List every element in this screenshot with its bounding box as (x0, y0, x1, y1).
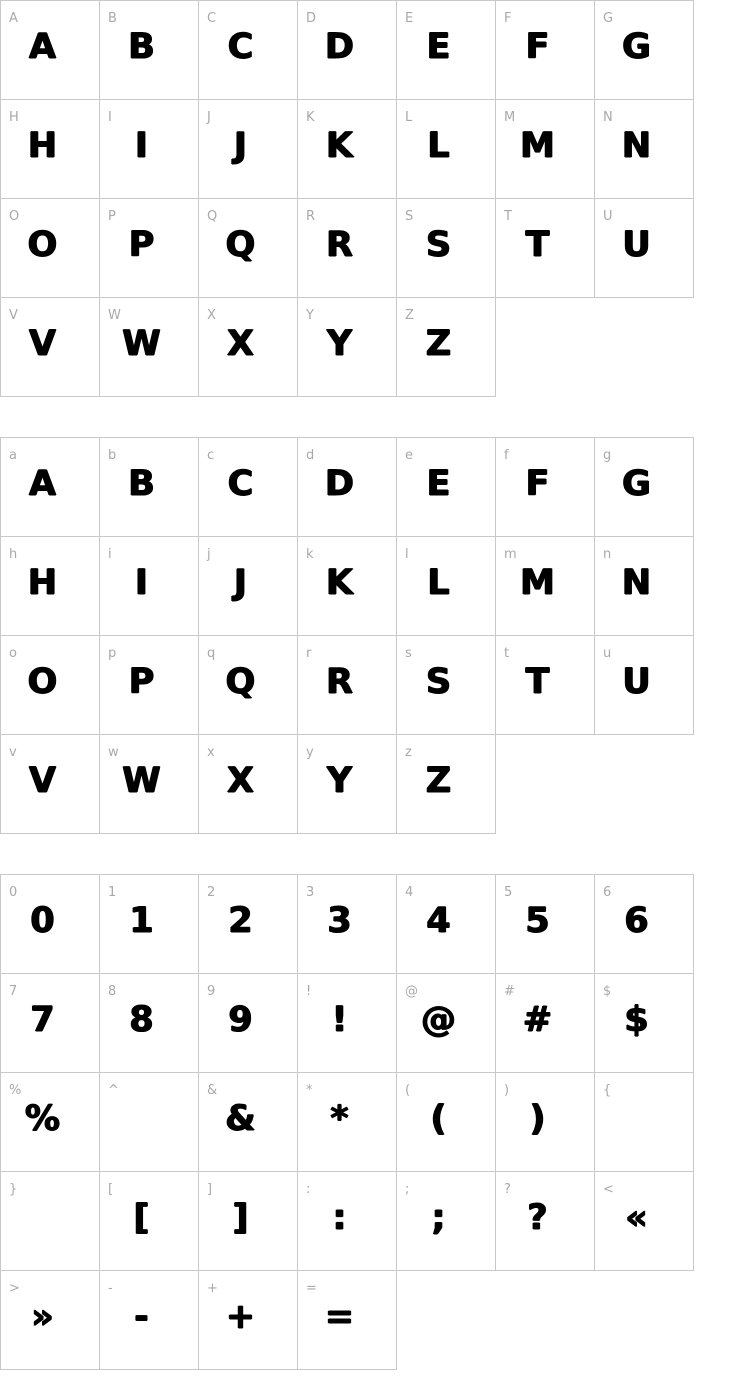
charmap-row (0, 297, 740, 397)
glyph-preview: U (622, 662, 651, 702)
glyph-label: } (9, 1182, 18, 1197)
glyph-cell (297, 874, 397, 974)
glyph-preview: % (24, 1099, 61, 1139)
glyph-cell (594, 1072, 694, 1172)
glyph-label: 6 (603, 885, 612, 900)
glyph-preview: U (622, 225, 651, 265)
glyph-label: I (108, 110, 112, 125)
glyph-label: ? (504, 1182, 511, 1197)
glyph-label: U (603, 209, 613, 224)
glyph-cell (594, 0, 694, 100)
glyph-preview: P (128, 662, 155, 702)
glyph-preview: 5 (525, 901, 550, 941)
glyph-preview: W (122, 761, 161, 801)
glyph-preview: K (325, 126, 354, 166)
charmap-row (0, 874, 740, 974)
glyph-label: m (504, 547, 517, 562)
glyph-preview: 2 (228, 901, 253, 941)
glyph-cell (198, 1171, 298, 1271)
glyph-preview: : (332, 1198, 347, 1238)
glyph-preview: D (324, 27, 355, 67)
glyph-label: k (306, 547, 314, 562)
glyph-preview: ) (529, 1099, 546, 1139)
glyph-cell (495, 536, 595, 636)
glyph-preview: B (128, 27, 155, 67)
glyph-label: c (207, 448, 215, 463)
glyph-cell (594, 437, 694, 537)
glyph-preview: O (27, 662, 58, 702)
glyph-cell (198, 734, 298, 834)
glyph-preview: V (28, 761, 57, 801)
glyph-cell (396, 874, 496, 974)
glyph-label: t (504, 646, 510, 661)
charmap-section-lowercase (0, 437, 740, 834)
glyph-label: T (504, 209, 512, 224)
glyph-preview: @ (421, 1000, 456, 1040)
glyph-cell (99, 437, 199, 537)
glyph-preview: C (227, 27, 254, 67)
glyph-preview: * (330, 1099, 349, 1139)
glyph-cell (198, 297, 298, 397)
glyph-preview: 6 (624, 901, 649, 941)
glyph-cell (99, 973, 199, 1073)
glyph-preview: » (31, 1297, 54, 1337)
glyph-cell (297, 973, 397, 1073)
glyph-cell (0, 0, 100, 100)
glyph-preview: $ (624, 1000, 649, 1040)
charmap-row (0, 1270, 740, 1370)
glyph-cell (0, 297, 100, 397)
glyph-preview: L (427, 126, 450, 166)
glyph-label: ] (207, 1182, 213, 1197)
glyph-cell (0, 1072, 100, 1172)
charmap-row (0, 99, 740, 199)
glyph-label: u (603, 646, 612, 661)
glyph-cell (198, 536, 298, 636)
glyph-preview: ( (430, 1099, 447, 1139)
glyph-preview: W (122, 324, 161, 364)
glyph-label: x (207, 745, 215, 760)
glyph-cell (0, 437, 100, 537)
glyph-label: 7 (9, 984, 18, 999)
glyph-cell (396, 536, 496, 636)
glyph-cell (198, 0, 298, 100)
glyph-label: X (207, 308, 216, 323)
glyph-label: L (405, 110, 413, 125)
glyph-preview: Z (425, 324, 452, 364)
glyph-label: % (9, 1083, 22, 1098)
glyph-preview: ; (431, 1198, 446, 1238)
glyph-label: * (306, 1083, 313, 1098)
glyph-label: l (405, 547, 409, 562)
glyph-preview: F (525, 464, 550, 504)
glyph-cell (594, 99, 694, 199)
glyph-cell (495, 198, 595, 298)
glyph-label: P (108, 209, 116, 224)
glyph-label: y (306, 745, 314, 760)
charmap-row (0, 437, 740, 537)
glyph-label: v (9, 745, 17, 760)
glyph-label: ) (504, 1083, 510, 1098)
glyph-label: = (306, 1281, 317, 1296)
glyph-preview: ! (331, 1000, 348, 1040)
glyph-cell (594, 536, 694, 636)
glyph-preview: T (525, 225, 550, 265)
glyph-preview: S (425, 225, 452, 265)
charmap-row (0, 973, 740, 1073)
glyph-cell (396, 99, 496, 199)
glyph-preview: = (324, 1297, 355, 1337)
glyph-label: B (108, 11, 117, 26)
glyph-label: 0 (9, 885, 18, 900)
glyph-preview: F (525, 27, 550, 67)
glyph-label: o (9, 646, 17, 661)
glyph-preview: + (225, 1297, 256, 1337)
glyph-label: 4 (405, 885, 414, 900)
glyph-label: 2 (207, 885, 216, 900)
glyph-cell (198, 973, 298, 1073)
glyph-preview: « (625, 1198, 648, 1238)
glyph-cell (594, 874, 694, 974)
glyph-cell (297, 198, 397, 298)
glyph-cell (297, 734, 397, 834)
glyph-preview: # (522, 1000, 553, 1040)
glyph-cell (198, 1072, 298, 1172)
glyph-label: G (603, 11, 614, 26)
glyph-cell (594, 973, 694, 1073)
glyph-preview: O (27, 225, 58, 265)
glyph-label: { (603, 1083, 612, 1098)
glyph-label: 8 (108, 984, 117, 999)
glyph-preview: S (425, 662, 452, 702)
glyph-label: e (405, 448, 413, 463)
glyph-preview: 0 (30, 901, 55, 941)
glyph-preview: X (227, 761, 254, 801)
glyph-cell (198, 99, 298, 199)
glyph-label: V (9, 308, 18, 323)
glyph-cell (198, 198, 298, 298)
glyph-cell (495, 635, 595, 735)
glyph-preview: B (128, 464, 155, 504)
charmap-section-numbers-symbols (0, 874, 740, 1370)
glyph-preview: G (622, 464, 651, 504)
glyph-preview: R (326, 662, 353, 702)
glyph-cell (495, 0, 595, 100)
glyph-cell (0, 536, 100, 636)
glyph-cell (0, 99, 100, 199)
glyph-preview: E (426, 464, 451, 504)
charmap-row (0, 198, 740, 298)
glyph-preview: V (28, 324, 57, 364)
glyph-label: b (108, 448, 117, 463)
glyph-preview: Y (326, 761, 353, 801)
charmap-row (0, 0, 740, 100)
glyph-preview: ] (232, 1198, 249, 1238)
glyph-label: - (108, 1281, 113, 1296)
glyph-label: r (306, 646, 312, 661)
glyph-cell (198, 1270, 298, 1370)
glyph-label: O (9, 209, 20, 224)
glyph-label: w (108, 745, 119, 760)
charmap-row (0, 536, 740, 636)
charmap-row (0, 734, 740, 834)
glyph-preview: P (128, 225, 155, 265)
glyph-label: Q (207, 209, 218, 224)
glyph-preview: I (134, 126, 149, 166)
glyph-preview: ? (527, 1198, 548, 1238)
glyph-label: s (405, 646, 412, 661)
glyph-cell (0, 973, 100, 1073)
glyph-cell (297, 1072, 397, 1172)
glyph-label: > (9, 1281, 20, 1296)
glyph-cell (99, 1270, 199, 1370)
glyph-label: a (9, 448, 17, 463)
glyph-cell (495, 99, 595, 199)
glyph-cell (297, 437, 397, 537)
glyph-label: ; (405, 1182, 410, 1197)
glyph-preview: D (324, 464, 355, 504)
glyph-preview: Q (225, 225, 256, 265)
glyph-preview: & (225, 1099, 256, 1139)
glyph-cell (99, 536, 199, 636)
glyph-label: N (603, 110, 613, 125)
glyph-preview: A (28, 27, 57, 67)
glyph-cell (495, 1171, 595, 1271)
glyph-label: F (504, 11, 512, 26)
glyph-label: 3 (306, 885, 315, 900)
glyph-preview: G (622, 27, 651, 67)
glyph-label: d (306, 448, 315, 463)
glyph-label: ! (306, 984, 312, 999)
glyph-preview: 3 (327, 901, 352, 941)
glyph-preview: Y (326, 324, 353, 364)
glyph-label: R (306, 209, 316, 224)
glyph-label: ( (405, 1083, 411, 1098)
glyph-label: n (603, 547, 612, 562)
glyph-preview: N (621, 563, 652, 603)
glyph-preview: L (427, 563, 450, 603)
glyph-cell (297, 536, 397, 636)
glyph-cell (594, 635, 694, 735)
charmap-section-uppercase (0, 0, 740, 397)
glyph-preview: K (325, 563, 354, 603)
glyph-cell (396, 635, 496, 735)
glyph-cell (297, 635, 397, 735)
glyph-preview: N (621, 126, 652, 166)
glyph-label: M (504, 110, 516, 125)
glyph-cell (297, 1171, 397, 1271)
glyph-preview: 1 (129, 901, 154, 941)
glyph-preview: J (233, 563, 248, 603)
glyph-preview: T (525, 662, 550, 702)
glyph-preview: E (426, 27, 451, 67)
glyph-cell (495, 973, 595, 1073)
glyph-cell (0, 635, 100, 735)
glyph-preview: 4 (426, 901, 451, 941)
glyph-label: 5 (504, 885, 513, 900)
glyph-cell (396, 0, 496, 100)
glyph-cell (297, 1270, 397, 1370)
glyph-cell (0, 734, 100, 834)
glyph-label: h (9, 547, 18, 562)
glyph-cell (396, 1171, 496, 1271)
glyph-preview: C (227, 464, 254, 504)
glyph-label: q (207, 646, 216, 661)
glyph-cell (594, 1171, 694, 1271)
glyph-cell (0, 1171, 100, 1271)
glyph-label: D (306, 11, 317, 26)
glyph-cell (495, 1072, 595, 1172)
glyph-label: 1 (108, 885, 117, 900)
glyph-label: f (504, 448, 509, 463)
glyph-label: 9 (207, 984, 216, 999)
glyph-cell (396, 437, 496, 537)
glyph-cell (99, 1171, 199, 1271)
glyph-label: & (207, 1083, 218, 1098)
glyph-cell (99, 734, 199, 834)
glyph-label: @ (405, 984, 418, 999)
glyph-label: + (207, 1281, 218, 1296)
glyph-label: j (207, 547, 211, 562)
glyph-cell (99, 874, 199, 974)
glyph-label: S (405, 209, 414, 224)
glyph-label: : (306, 1182, 311, 1197)
glyph-preview: R (326, 225, 353, 265)
charmap-row (0, 1072, 740, 1172)
glyph-cell (99, 0, 199, 100)
glyph-cell (396, 973, 496, 1073)
glyph-cell (594, 198, 694, 298)
glyph-cell (198, 437, 298, 537)
glyph-cell (99, 297, 199, 397)
glyph-preview: H (27, 126, 58, 166)
glyph-preview: M (520, 563, 555, 603)
glyph-preview: - (134, 1297, 149, 1337)
glyph-cell (99, 198, 199, 298)
glyph-label: H (9, 110, 19, 125)
glyph-cell (99, 99, 199, 199)
glyph-cell (396, 734, 496, 834)
glyph-cell (396, 297, 496, 397)
glyph-preview: 7 (30, 1000, 55, 1040)
glyph-preview: [ (133, 1198, 150, 1238)
glyph-label: $ (603, 984, 612, 999)
glyph-cell (0, 198, 100, 298)
glyph-label: K (306, 110, 315, 125)
glyph-preview: M (520, 126, 555, 166)
glyph-label: J (207, 110, 211, 125)
glyph-label: ^ (108, 1083, 119, 1098)
glyph-cell (495, 874, 595, 974)
glyph-cell (198, 874, 298, 974)
glyph-preview: Z (425, 761, 452, 801)
glyph-preview: 8 (129, 1000, 154, 1040)
glyph-label: Z (405, 308, 414, 323)
glyph-cell (0, 1270, 100, 1370)
glyph-label: Y (306, 308, 314, 323)
glyph-cell (396, 198, 496, 298)
glyph-cell (297, 0, 397, 100)
glyph-cell (198, 635, 298, 735)
glyph-label: C (207, 11, 217, 26)
glyph-label: A (9, 11, 18, 26)
glyph-preview: I (134, 563, 149, 603)
glyph-label: i (108, 547, 112, 562)
glyph-cell (495, 437, 595, 537)
glyph-cell (396, 1072, 496, 1172)
glyph-preview: A (28, 464, 57, 504)
charmap-row (0, 1171, 740, 1271)
glyph-cell (99, 1072, 199, 1172)
glyph-preview: X (227, 324, 254, 364)
glyph-preview: H (27, 563, 58, 603)
glyph-preview: 9 (228, 1000, 253, 1040)
glyph-label: E (405, 11, 414, 26)
glyph-cell (99, 635, 199, 735)
glyph-label: # (504, 984, 515, 999)
glyph-cell (297, 297, 397, 397)
glyph-label: W (108, 308, 121, 323)
glyph-cell (297, 99, 397, 199)
glyph-preview: J (233, 126, 248, 166)
glyph-label: p (108, 646, 117, 661)
glyph-preview: Q (225, 662, 256, 702)
glyph-label: g (603, 448, 612, 463)
glyph-label: [ (108, 1182, 114, 1197)
glyph-cell (0, 874, 100, 974)
glyph-label: < (603, 1182, 614, 1197)
glyph-label: z (405, 745, 412, 760)
charmap-row (0, 635, 740, 735)
